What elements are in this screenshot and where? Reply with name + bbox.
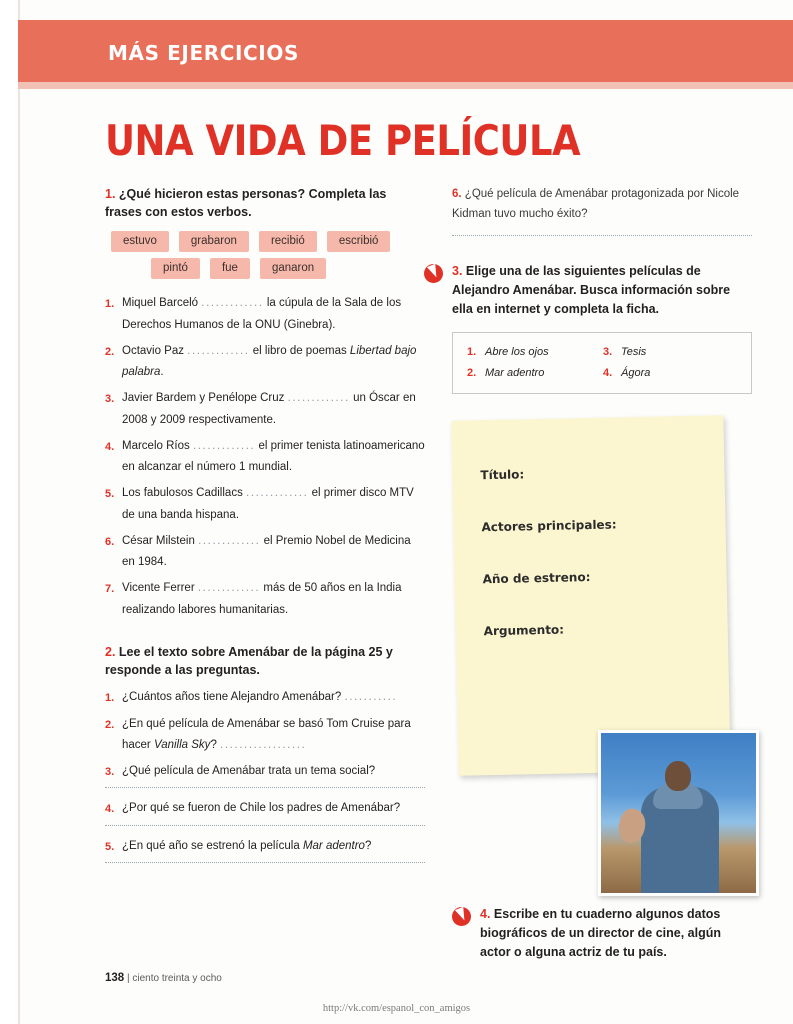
- exercise-4-number: 4.: [480, 907, 491, 921]
- item-text[interactable]: [122, 578, 425, 621]
- word-bank: [111, 231, 411, 279]
- word-bank-row-1: [111, 231, 411, 252]
- item-text-post: el Premio Nobel de Medicina en 1984.: [122, 534, 411, 569]
- item-text-post: el libro de poemas: [252, 344, 350, 357]
- item-number: 6.: [105, 535, 115, 548]
- blank-dots[interactable]: .............: [187, 344, 250, 357]
- cursor-icon: [452, 905, 472, 927]
- item-text-post: un Óscar en 2008 y 2009 respectivamente.: [122, 392, 416, 426]
- list-item: [105, 714, 425, 757]
- item-number: 3.: [105, 393, 115, 406]
- film-title: Mar adentro: [485, 367, 545, 380]
- item-text[interactable]: [122, 293, 425, 336]
- question-text: ¿Qué película de Amenábar protagonizada por Nicole Kidman tuvo mucho éxito?: [452, 188, 740, 220]
- list-item[interactable]: [467, 363, 603, 384]
- list-item: [105, 293, 425, 336]
- word-chip[interactable]: fue: [210, 258, 250, 279]
- list-item: [105, 687, 425, 708]
- list-item: [105, 531, 425, 574]
- item-text: [122, 687, 425, 708]
- film-title: Tesis: [621, 346, 647, 359]
- question-text-tail: ?: [210, 738, 217, 751]
- list-item[interactable]: [603, 342, 739, 363]
- item-number: 6.: [452, 188, 462, 200]
- exercise-3-number: 3.: [452, 264, 463, 279]
- film-fact-sheet-fields: [451, 415, 728, 639]
- blank-dots[interactable]: .............: [201, 297, 264, 310]
- item-number: 1.: [467, 346, 477, 359]
- film-column-right: [603, 342, 739, 384]
- item-text-tail: .: [160, 366, 164, 379]
- item-number: 4.: [105, 803, 115, 816]
- answer-blank[interactable]: [452, 234, 752, 236]
- question-text: ¿Cuántos años tiene Alejandro Amenábar?: [122, 691, 342, 704]
- film-fact-sheet: [451, 415, 730, 776]
- list-item: [105, 436, 425, 479]
- exercise-2-heading: [105, 643, 425, 679]
- film-title: Abre los ojos: [485, 346, 549, 359]
- item-text: [122, 714, 425, 757]
- exercise-1-number: 1.: [105, 187, 116, 201]
- exercise-1-prompt: ¿Qué hicieron estas personas? Completa las frases con estos verbos.: [105, 187, 387, 220]
- list-item: [105, 761, 425, 782]
- photo-director: [598, 730, 759, 896]
- item-text-pre: César Milstein: [122, 534, 195, 547]
- film-title: Ágora: [621, 367, 651, 380]
- item-number: 2.: [467, 367, 477, 380]
- right-column: [452, 185, 752, 394]
- blank-dots[interactable]: .............: [287, 392, 350, 405]
- question-text-italic: Vanilla Sky: [153, 738, 211, 751]
- item-text-pre: Miquel Barceló: [122, 297, 199, 310]
- item-text-pre: Marcelo Ríos: [122, 439, 190, 452]
- folio-separator: |: [126, 973, 130, 984]
- item-text: [122, 761, 425, 782]
- exercise-1-heading: [105, 185, 425, 221]
- item-text-pre: Octavio Paz: [122, 344, 184, 357]
- item-number: 5.: [105, 488, 115, 501]
- exercise-4-heading: [480, 905, 752, 961]
- exercise-3-heading: [452, 262, 752, 318]
- item-number: 2.: [105, 345, 115, 358]
- item-text: [122, 798, 425, 819]
- list-item: [105, 388, 425, 431]
- page-title: UNA VIDA DE PELÍCULA: [105, 117, 581, 166]
- photo-figure-head: [665, 761, 691, 791]
- list-item[interactable]: [467, 342, 603, 363]
- item-text: [122, 836, 425, 857]
- source-url: http://vk.com/espanol_con_amigos: [322, 1003, 471, 1014]
- item-number: 1.: [105, 692, 115, 705]
- list-item: [105, 836, 425, 857]
- answer-blank[interactable]: [105, 824, 425, 826]
- item-number: 3.: [603, 346, 613, 359]
- item-text-post: el primer tenista latinoamericano en alcanzar el número 1 mundial.: [122, 439, 425, 474]
- header-banner-label: MÁS EJERCICIOS: [108, 41, 299, 65]
- list-item[interactable]: [603, 363, 739, 384]
- blank-dots[interactable]: .............: [198, 534, 261, 547]
- item-text[interactable]: [122, 436, 425, 479]
- word-chip[interactable]: pintó: [151, 258, 200, 279]
- question-text: ¿En qué película de Amenábar se basó Tom Cruise para hacer: [122, 717, 411, 751]
- answer-blank[interactable]: ..................: [220, 738, 307, 751]
- item-number: 4.: [603, 367, 613, 380]
- field-label-actores[interactable]: Actores principales:: [481, 517, 617, 535]
- item-text-post: el primer disco MTV de una banda hispana.: [122, 487, 414, 521]
- field-label-ano-estreno[interactable]: Año de estreno:: [482, 570, 591, 587]
- film-column-left: [467, 342, 603, 384]
- item-text[interactable]: [122, 483, 425, 526]
- item-text-pre: Vicente Ferrer: [122, 582, 195, 595]
- question-text: ¿En qué año se estrenó la película: [122, 839, 303, 852]
- page-folio: [105, 972, 222, 984]
- question-text: ¿Qué película de Amenábar trata un tema social?: [122, 765, 376, 778]
- left-rule: [18, 0, 20, 1024]
- field-label-argumento[interactable]: Argumento:: [483, 622, 565, 639]
- left-column: [105, 185, 425, 873]
- blank-dots[interactable]: .............: [192, 439, 256, 452]
- exercise-3-prompt: Elige una de las siguientes películas de Alejandro Amenábar. Busca información sobre ella en internet y completa la ficha.: [452, 264, 731, 316]
- word-chip[interactable]: grabaron: [179, 231, 249, 252]
- item-text-post: más de 50 años en la India realizando labores humanitarias.: [122, 582, 402, 616]
- exercise-4-prompt: Escribe en tu cuaderno algunos datos biográficos de un director de cine, algún actor o alguna actriz de tu país.: [480, 907, 722, 959]
- exercise-2-prompt: Lee el texto sobre Amenábar de la página 25 y responde a las preguntas.: [105, 644, 393, 678]
- item-text-post: la cúpula de la Sala de los Derechos Humanos de la ONU (Ginebra).: [122, 297, 402, 331]
- list-item: [105, 483, 425, 526]
- folio-number: 138: [105, 972, 125, 984]
- item-text-pre: Los fabulosos Cadillacs: [122, 487, 243, 500]
- exercise-2-question-6: [452, 185, 752, 224]
- item-text[interactable]: [122, 341, 425, 384]
- question-text-italic: Mar adentro: [302, 839, 365, 852]
- item-number: 3.: [105, 766, 115, 779]
- blank-dots[interactable]: .............: [197, 582, 261, 595]
- film-list-box: [452, 332, 752, 394]
- item-text[interactable]: [122, 531, 425, 574]
- word-chip[interactable]: escribió: [327, 231, 391, 252]
- list-item: [105, 798, 425, 819]
- answer-blank[interactable]: [105, 786, 425, 788]
- item-text[interactable]: [122, 388, 425, 431]
- list-item: [105, 341, 425, 384]
- word-chip[interactable]: recibió: [259, 231, 317, 252]
- item-number: 4.: [105, 440, 115, 453]
- field-label-titulo[interactable]: Título:: [480, 467, 525, 483]
- item-number: 7.: [105, 583, 115, 596]
- cursor-icon: [424, 262, 444, 284]
- word-chip[interactable]: estuvo: [111, 231, 169, 252]
- question-text-tail: ?: [364, 839, 372, 852]
- answer-blank[interactable]: ...........: [344, 691, 398, 704]
- item-number: 2.: [105, 718, 115, 731]
- answer-blank[interactable]: [105, 861, 425, 863]
- exercise-1-items: [105, 293, 425, 621]
- item-number: 1.: [105, 298, 115, 311]
- folio-words: ciento treinta y ocho: [132, 973, 222, 984]
- left-margin: [0, 0, 18, 1024]
- item-text-italic: Libertad bajo palabra: [122, 344, 417, 379]
- list-item: [105, 578, 425, 621]
- item-text-pre: Javier Bardem y Penélope Cruz: [122, 392, 285, 405]
- exercise-2-number: 2.: [105, 644, 116, 659]
- question-text: ¿Por qué se fueron de Chile los padres de Amenábar?: [122, 802, 401, 815]
- item-number: 5.: [105, 840, 115, 853]
- blank-dots[interactable]: .............: [246, 487, 309, 500]
- word-chip[interactable]: ganaron: [260, 258, 326, 279]
- exercise-2-questions: [105, 687, 425, 863]
- word-bank-row-2: [111, 258, 411, 279]
